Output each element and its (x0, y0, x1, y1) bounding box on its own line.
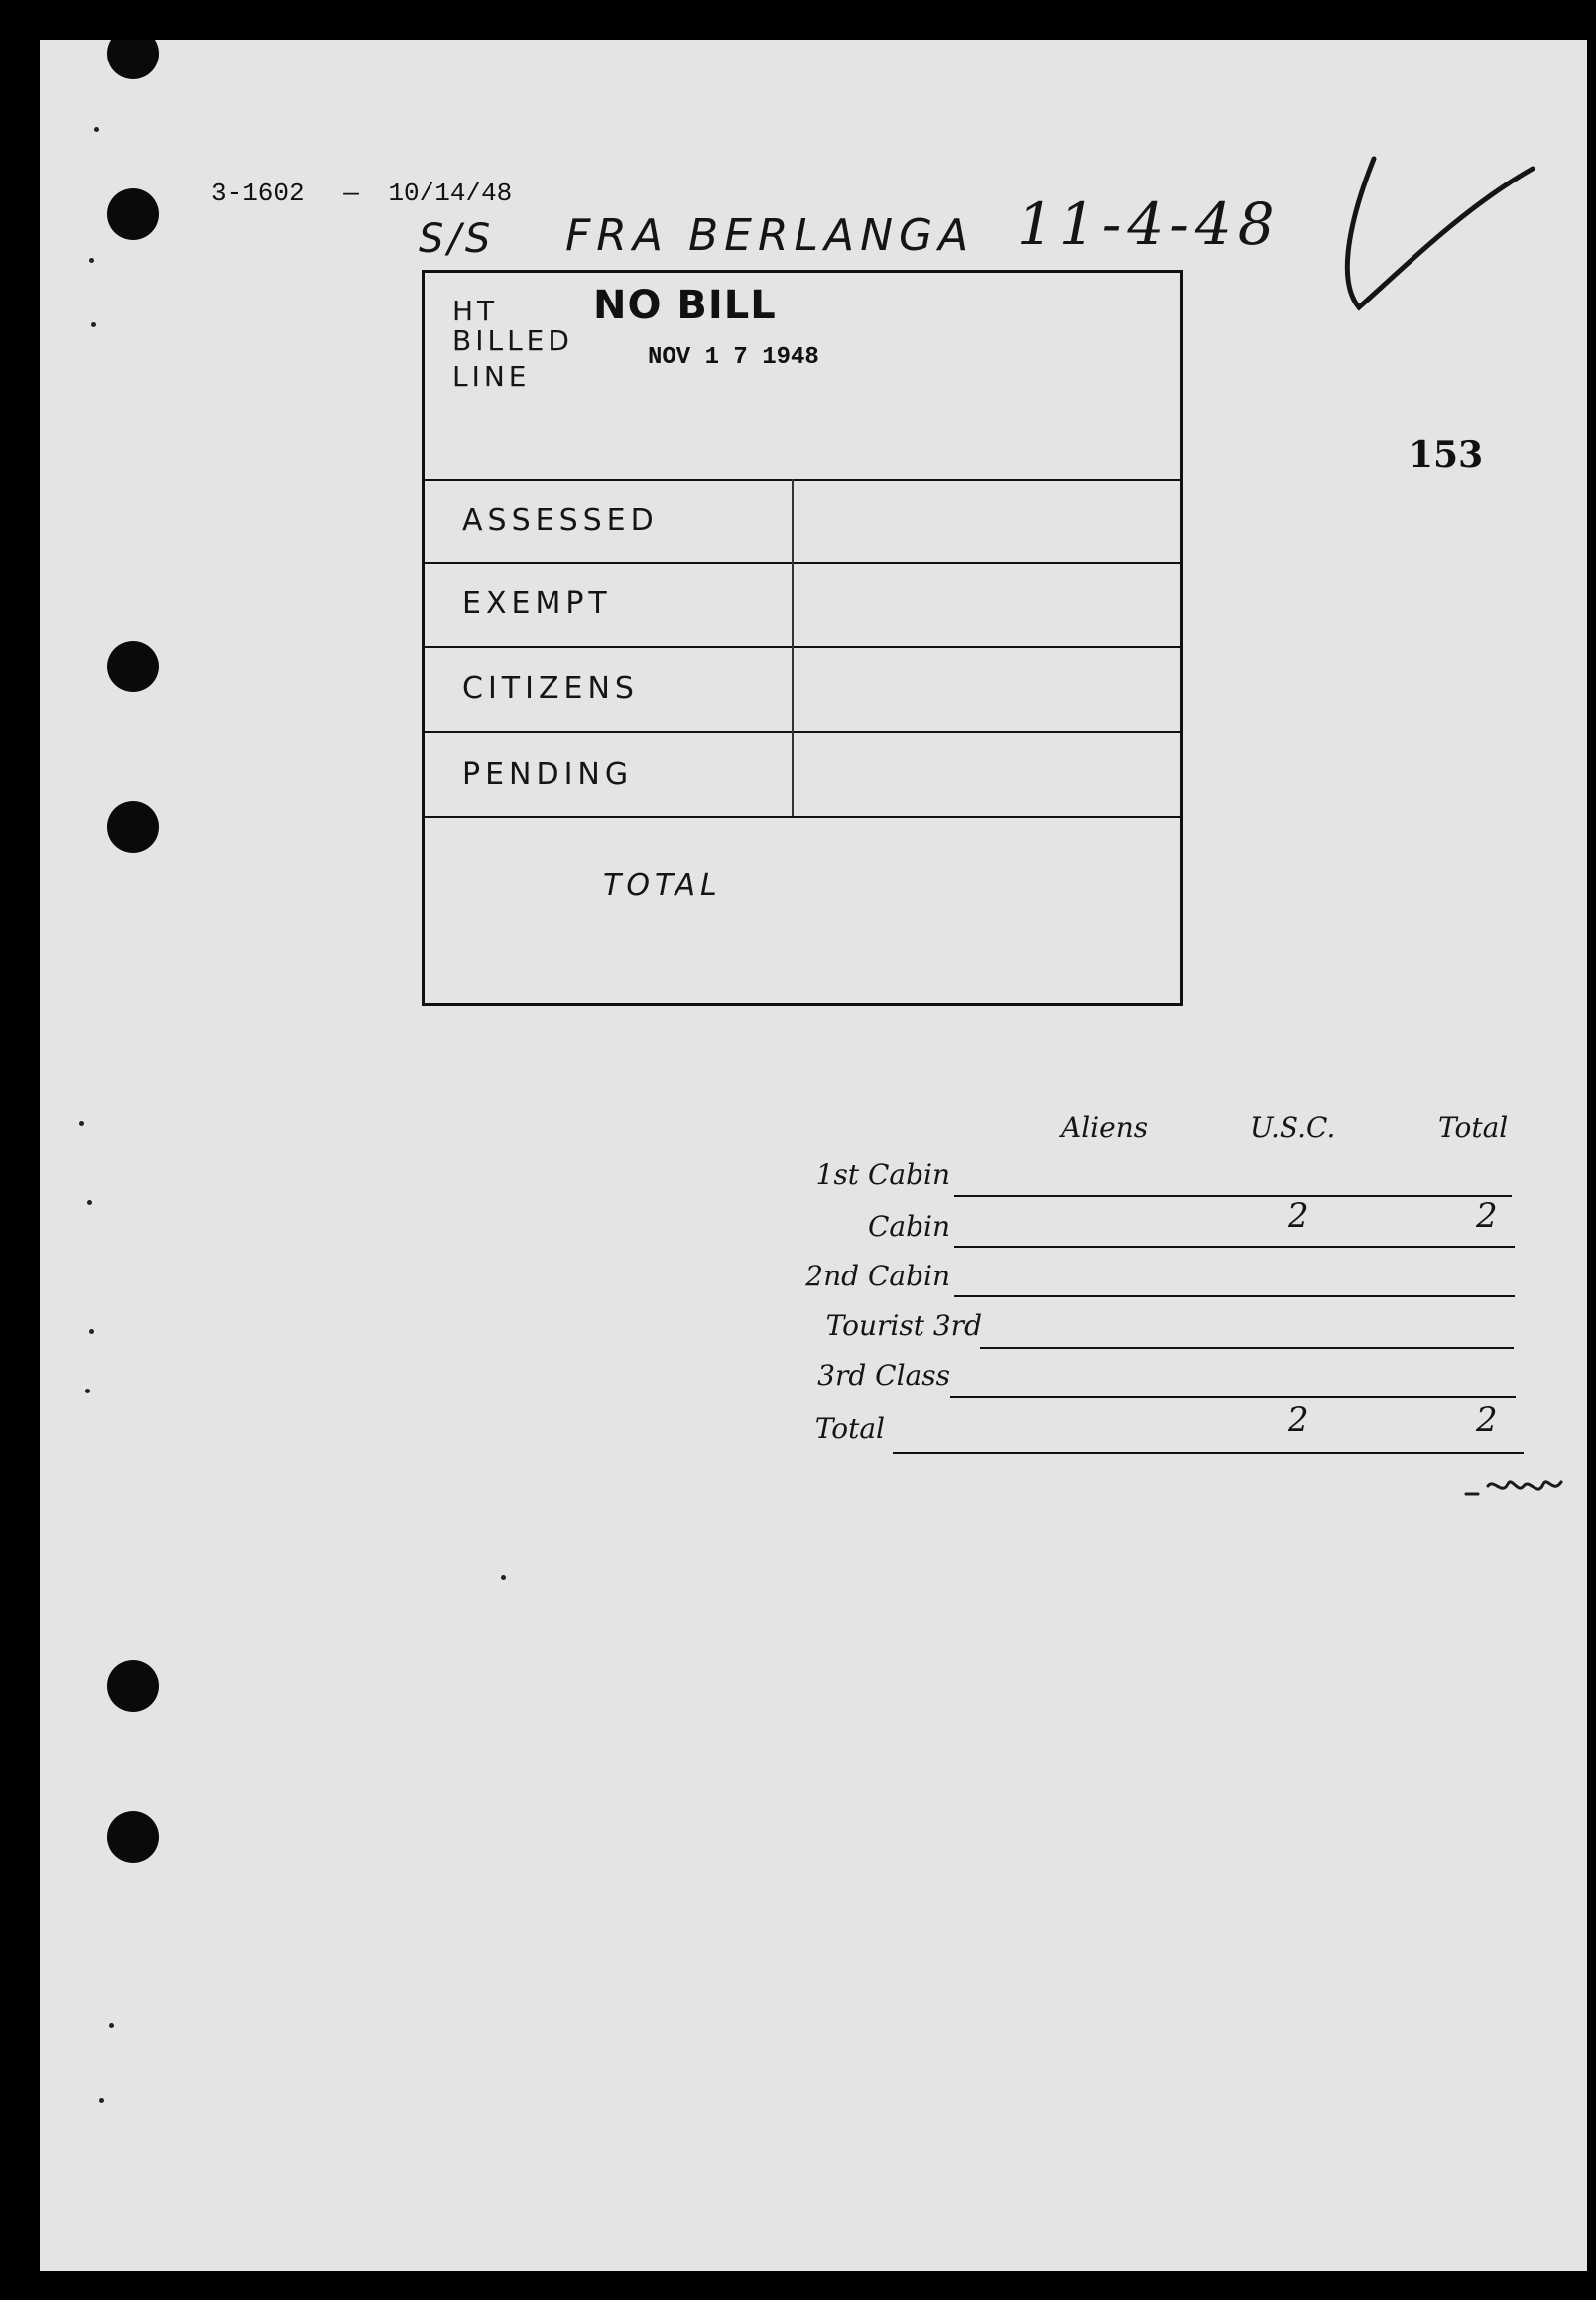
billing-stamp (422, 270, 1183, 1006)
tally-header-aliens: Aliens (1061, 1111, 1149, 1144)
page-number: 153 (1409, 434, 1484, 476)
tally-header-usc: U.S.C. (1250, 1111, 1336, 1144)
tally-rule (954, 1246, 1515, 1248)
tally-rule (954, 1295, 1515, 1297)
stamp-row-citizens: CITIZENS (462, 671, 639, 706)
tally-cabin-total: 2 (1476, 1196, 1498, 1236)
stamp-hand-line: BILLED (452, 324, 573, 357)
speck (501, 1575, 506, 1580)
file-code-header (211, 179, 512, 208)
tally-rule (954, 1195, 1512, 1197)
speck (79, 1121, 84, 1126)
stamp-hand-line: HT (452, 295, 499, 327)
stamp-row-pending: PENDING (462, 757, 634, 791)
stamp-divider (425, 816, 1180, 818)
date-stamp: NOV 1 7 1948 (648, 344, 819, 371)
status-stamp: NO BILL (593, 283, 777, 328)
punch-hole (107, 801, 159, 853)
speck (109, 2023, 114, 2028)
speck (99, 2098, 104, 2103)
tally-label-third-class: 3rd Class (817, 1359, 950, 1392)
tally-rule (893, 1452, 1524, 1454)
arrival-date: 11-4-48 (1017, 190, 1281, 258)
checkmark-icon (1314, 139, 1542, 327)
tally-label-total: Total (814, 1412, 885, 1445)
tally-total-total: 2 (1476, 1400, 1498, 1440)
speck (94, 127, 99, 132)
tally-rule (950, 1396, 1516, 1398)
file-code: 3-1602 (211, 179, 305, 208)
vessel-prefix: S/S (419, 216, 495, 262)
punch-hole (107, 1811, 159, 1863)
tally-label-second-cabin: 2nd Cabin (805, 1260, 950, 1292)
speck (87, 1200, 92, 1205)
speck (91, 322, 96, 327)
stamp-total-label: TOTAL (603, 868, 722, 903)
stamp-row-assessed: ASSESSED (462, 503, 659, 538)
punch-hole (107, 641, 159, 692)
punch-hole (107, 40, 159, 79)
tally-rule (980, 1347, 1514, 1349)
punch-hole (107, 188, 159, 240)
tally-label-cabin: Cabin (867, 1210, 950, 1243)
punch-hole (107, 1660, 159, 1712)
speck (89, 258, 94, 263)
stamp-row-exempt: EXEMPT (462, 586, 612, 621)
speck (85, 1389, 90, 1393)
stamp-divider (425, 646, 1180, 648)
speck (89, 1329, 94, 1334)
stamp-divider (425, 731, 1180, 733)
tally-cabin-usc: 2 (1288, 1196, 1309, 1236)
stamp-column-divider (792, 479, 794, 816)
tally-label-first-cabin: 1st Cabin (815, 1158, 950, 1191)
stamp-divider (425, 479, 1180, 481)
initials-scribble (1458, 1464, 1567, 1510)
file-date: 10/14/48 (388, 179, 513, 208)
tally-label-tourist-third: Tourist 3rd (825, 1309, 982, 1342)
tally-total-usc: 2 (1288, 1400, 1309, 1440)
vessel-name: FRA BERLANGA (565, 210, 975, 261)
header-separator: — (343, 179, 359, 208)
tally-header-total: Total (1438, 1111, 1509, 1144)
stamp-divider (425, 562, 1180, 564)
document-page (40, 40, 1587, 2271)
stamp-hand-line: LINE (452, 360, 531, 393)
